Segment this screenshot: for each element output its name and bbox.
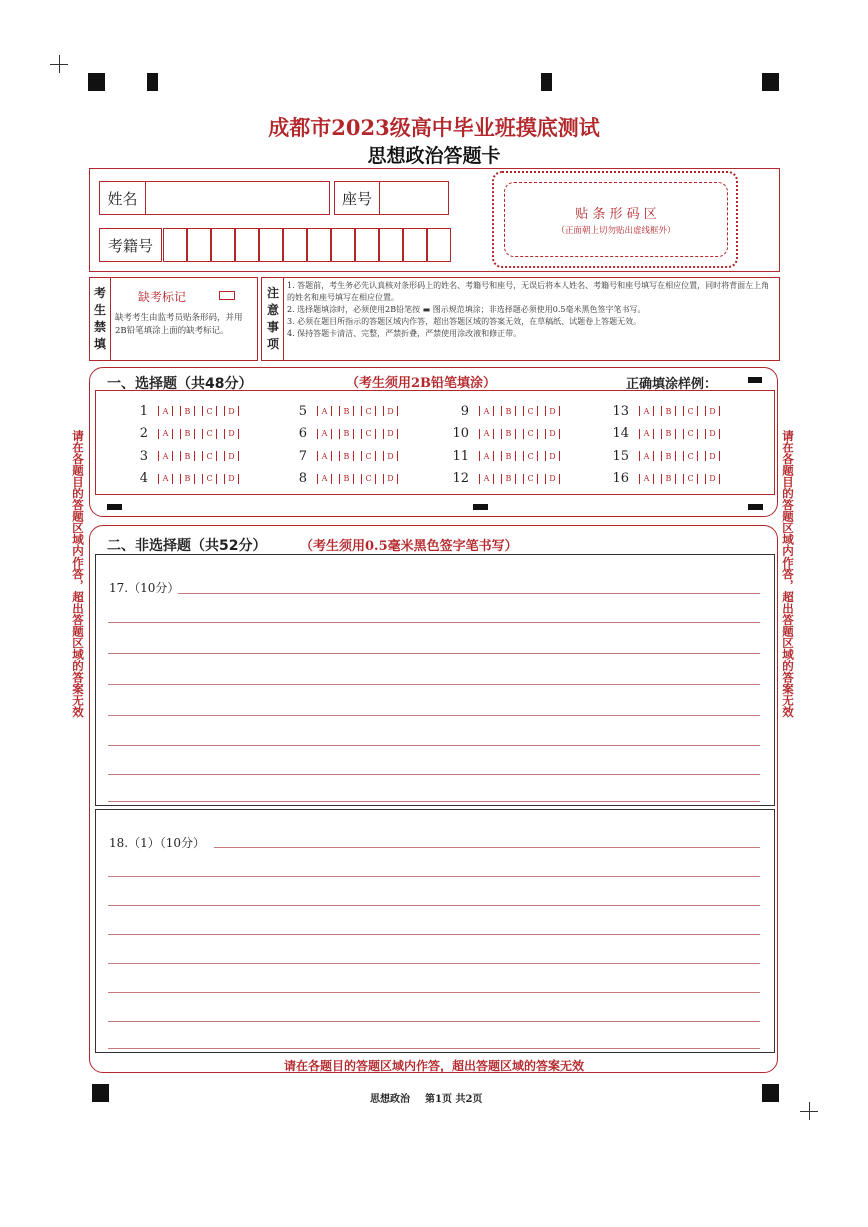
- option-bubble[interactable]: A: [158, 406, 173, 416]
- question-number: 2: [139, 426, 148, 442]
- question-number: 3: [139, 448, 148, 464]
- registration-mark: [88, 73, 105, 91]
- registration-mark: [762, 73, 779, 91]
- timing-mark: [748, 504, 763, 510]
- notice-side-divider: [283, 277, 284, 361]
- option-bubble[interactable]: B: [501, 451, 516, 461]
- question-row: [603, 468, 727, 491]
- question-row: [603, 445, 727, 468]
- option-bubble[interactable]: B: [661, 406, 676, 416]
- question-number: 5: [298, 403, 307, 419]
- absent-side-divider: [110, 277, 111, 361]
- option-bubble[interactable]: A: [317, 406, 332, 416]
- registration-mark: [541, 73, 552, 91]
- question-number: 10: [452, 426, 469, 442]
- question-number: 15: [612, 448, 629, 464]
- answer-line: [108, 715, 760, 716]
- crosshair-mark: [809, 1102, 810, 1120]
- answer-line: [108, 1048, 760, 1049]
- option-bubble[interactable]: A: [639, 406, 654, 416]
- option-bubble[interactable]: B: [180, 429, 195, 439]
- question-row: [443, 445, 567, 468]
- option-bubble[interactable]: B: [180, 451, 195, 461]
- option-bubble[interactable]: C: [202, 406, 217, 416]
- registration-mark: [147, 73, 158, 91]
- question-number: 8: [298, 471, 307, 487]
- question-row: [443, 400, 567, 423]
- question-number: 12: [452, 471, 469, 487]
- option-bubble[interactable]: D: [383, 429, 398, 439]
- barcode-title: 贴 条 形 码 区: [575, 207, 657, 222]
- option-bubble[interactable]: A: [479, 429, 494, 439]
- sample-label: 正确填涂样例：: [626, 377, 718, 392]
- question-number: 6: [298, 426, 307, 442]
- option-bubble[interactable]: A: [158, 474, 173, 484]
- option-bubble[interactable]: D: [545, 451, 560, 461]
- option-bubble[interactable]: D: [383, 406, 398, 416]
- answer-line: [108, 1021, 760, 1022]
- answer-line: [108, 934, 760, 935]
- option-bubble[interactable]: A: [639, 451, 654, 461]
- option-bubble[interactable]: B: [661, 474, 676, 484]
- name-field[interactable]: [145, 181, 330, 215]
- crosshair-mark: [59, 55, 60, 73]
- answer-line: [108, 905, 760, 906]
- question-number: 7: [298, 448, 307, 464]
- exam-no-label: 考籍号: [99, 228, 162, 262]
- answer-line: [108, 684, 760, 685]
- option-bubble[interactable]: B: [339, 474, 354, 484]
- option-bubble[interactable]: A: [317, 474, 332, 484]
- question-number: 11: [452, 448, 469, 464]
- question-row: [443, 423, 567, 446]
- notice-side-label: 注意事项: [266, 286, 279, 351]
- choice-column: [281, 400, 405, 490]
- option-bubble[interactable]: C: [202, 474, 217, 484]
- option-bubble[interactable]: C: [683, 429, 698, 439]
- option-bubble[interactable]: D: [545, 429, 560, 439]
- option-bubble[interactable]: C: [361, 451, 376, 461]
- option-bubble[interactable]: A: [158, 451, 173, 461]
- exam-no-cell[interactable]: [379, 228, 403, 262]
- option-bubble[interactable]: B: [339, 406, 354, 416]
- question-row: [281, 400, 405, 423]
- barcode-note: （正面朝上切勿贴出虚线框外）: [556, 226, 676, 236]
- option-bubble[interactable]: B: [661, 429, 676, 439]
- notice-item: 3. 必须在题目所指示的答题区域内作答，超出答题区域的答案无效，在草稿纸、试题卷上答题无效。: [287, 317, 642, 326]
- timing-mark: [473, 504, 488, 510]
- sample-fill-mark: [748, 377, 762, 383]
- side-warning-right: 请在各题目的答题区域内作答，超出答题区域的答案无效: [781, 430, 795, 718]
- option-bubble[interactable]: D: [705, 474, 720, 484]
- notice-item: 1. 答题前，考生务必先认真核对条形码上的姓名、考籍号和座号，无误后将本人姓名、考籍号和座号填写在相应位置，同时将背面左上角的姓名和座号填写在相应位置。: [287, 281, 770, 302]
- answer-line: [108, 801, 760, 802]
- exam-no-field[interactable]: [163, 228, 451, 262]
- option-bubble[interactable]: C: [202, 429, 217, 439]
- side-warning-left: 请在各题目的答题区域内作答，超出答题区域的答案无效: [71, 430, 85, 718]
- question-number: 1: [139, 403, 148, 419]
- option-bubble[interactable]: D: [545, 474, 560, 484]
- q17-answer-area[interactable]: [95, 554, 775, 806]
- answer-line: [108, 876, 760, 877]
- option-bubble[interactable]: A: [639, 474, 654, 484]
- bottom-warning: 请在各题目的答题区域内作答，超出答题区域的答案无效: [283, 1059, 584, 1073]
- option-bubble[interactable]: B: [501, 474, 516, 484]
- option-bubble[interactable]: B: [180, 474, 195, 484]
- option-bubble[interactable]: B: [339, 451, 354, 461]
- notice-item: 4. 保持答题卡清洁、完整，严禁折叠，严禁使用涂改液和修正带。: [287, 329, 522, 338]
- question-row: [281, 445, 405, 468]
- option-bubble[interactable]: A: [317, 429, 332, 439]
- question-row: [281, 423, 405, 446]
- absent-mark-box[interactable]: [219, 291, 235, 300]
- choice-column: [603, 400, 727, 490]
- page-title: 成都市2023级高中毕业班摸底测试: [268, 115, 600, 140]
- q18-label: 18.（1）（10分）: [109, 836, 205, 850]
- absent-side-label: 考生禁填: [93, 286, 106, 351]
- question-number: 16: [612, 471, 629, 487]
- answer-line: [108, 774, 760, 775]
- option-bubble[interactable]: B: [339, 429, 354, 439]
- answer-line: [108, 622, 760, 623]
- option-bubble[interactable]: D: [224, 474, 239, 484]
- option-bubble[interactable]: D: [705, 429, 720, 439]
- registration-mark: [762, 1084, 779, 1102]
- option-bubble[interactable]: A: [479, 451, 494, 461]
- answer-line: [178, 593, 760, 594]
- exam-no-cell[interactable]: [235, 228, 259, 262]
- question-number: 14: [612, 426, 629, 442]
- notice-item: 2. 选择题填涂时，必须使用2B铅笔按 ▬ 图示规范填涂；非选择题必须使用0.5毫米黑色签字笔书写。: [287, 305, 646, 314]
- option-bubble[interactable]: C: [523, 451, 538, 461]
- registration-mark: [92, 1084, 109, 1102]
- option-bubble[interactable]: D: [383, 451, 398, 461]
- question-row: [443, 468, 567, 491]
- exam-no-cell[interactable]: [187, 228, 211, 262]
- question-number: 9: [460, 403, 469, 419]
- seat-field[interactable]: [379, 181, 449, 215]
- option-bubble[interactable]: A: [479, 474, 494, 484]
- option-bubble[interactable]: C: [361, 406, 376, 416]
- option-bubble[interactable]: A: [639, 429, 654, 439]
- exam-no-cell[interactable]: [259, 228, 283, 262]
- option-bubble[interactable]: C: [523, 474, 538, 484]
- choice-column: [443, 400, 567, 490]
- footer-subject: 思想政治: [370, 1094, 410, 1105]
- question-row: [122, 468, 246, 491]
- option-bubble[interactable]: C: [683, 406, 698, 416]
- option-bubble[interactable]: B: [501, 429, 516, 439]
- question-row: [122, 400, 246, 423]
- exam-no-cell[interactable]: [211, 228, 235, 262]
- option-bubble[interactable]: D: [224, 429, 239, 439]
- answer-line: [108, 745, 760, 746]
- question-row: [281, 468, 405, 491]
- option-bubble[interactable]: A: [158, 429, 173, 439]
- option-bubble[interactable]: D: [383, 474, 398, 484]
- exam-no-cell[interactable]: [163, 228, 187, 262]
- exam-no-cell[interactable]: [331, 228, 355, 262]
- nonchoice-heading: 二、非选择题（共52分）: [107, 538, 267, 554]
- choice-heading: 一、选择题（共48分）: [107, 376, 253, 392]
- footer-page: 第1页 共2页: [425, 1094, 483, 1105]
- option-bubble[interactable]: C: [683, 474, 698, 484]
- choice-instruction: （考生须用2B铅笔填涂）: [346, 376, 497, 391]
- option-bubble[interactable]: D: [224, 406, 239, 416]
- option-bubble[interactable]: A: [317, 451, 332, 461]
- exam-no-cell[interactable]: [307, 228, 331, 262]
- option-bubble[interactable]: C: [361, 429, 376, 439]
- name-label: 姓名: [99, 181, 146, 215]
- answer-line: [108, 992, 760, 993]
- seat-label: 座号: [334, 181, 380, 215]
- q17-label: 17.（10分）: [109, 581, 180, 595]
- option-bubble[interactable]: D: [224, 451, 239, 461]
- option-bubble[interactable]: C: [523, 406, 538, 416]
- answer-line: [108, 963, 760, 964]
- option-bubble[interactable]: D: [705, 406, 720, 416]
- option-bubble[interactable]: C: [683, 451, 698, 461]
- exam-no-cell[interactable]: [355, 228, 379, 262]
- question-row: [603, 423, 727, 446]
- option-bubble[interactable]: A: [479, 406, 494, 416]
- notice-list: [287, 280, 775, 340]
- exam-no-cell[interactable]: [427, 228, 451, 262]
- option-bubble[interactable]: B: [501, 406, 516, 416]
- absent-mark-label: 缺考标记: [138, 290, 187, 304]
- answer-line: [214, 847, 760, 848]
- answer-line: [108, 653, 760, 654]
- nonchoice-instruction: （考生须用0.5毫米黑色签字笔书写）: [300, 539, 518, 554]
- question-number: 13: [612, 403, 629, 419]
- page-subtitle: 思想政治答题卡: [367, 145, 501, 167]
- exam-no-cell[interactable]: [403, 228, 427, 262]
- question-number: 4: [139, 471, 148, 487]
- option-bubble[interactable]: B: [180, 406, 195, 416]
- option-bubble[interactable]: D: [705, 451, 720, 461]
- question-row: [603, 400, 727, 423]
- question-row: [122, 445, 246, 468]
- option-bubble[interactable]: B: [661, 451, 676, 461]
- choice-column: [122, 400, 246, 490]
- option-bubble[interactable]: C: [523, 429, 538, 439]
- absent-note: 缺考考生由监考员贴条形码，并用2B铅笔填涂上面的缺考标记。: [115, 313, 243, 336]
- option-bubble[interactable]: C: [202, 451, 217, 461]
- question-row: [122, 423, 246, 446]
- timing-mark: [107, 504, 122, 510]
- option-bubble[interactable]: D: [545, 406, 560, 416]
- option-bubble[interactable]: C: [361, 474, 376, 484]
- exam-no-cell[interactable]: [283, 228, 307, 262]
